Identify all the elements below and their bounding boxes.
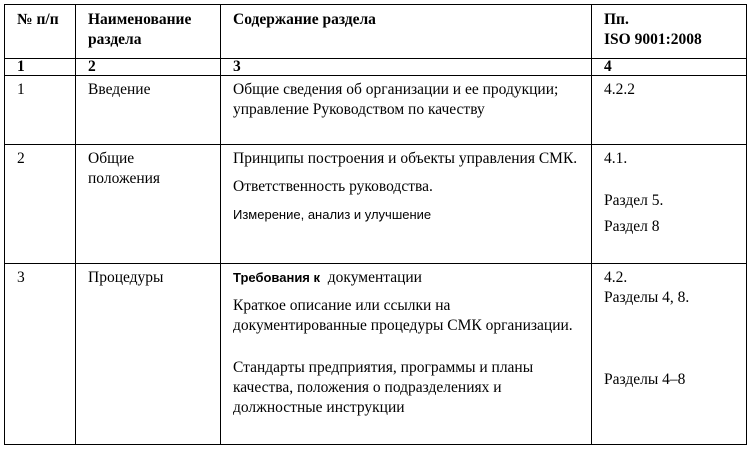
table-row bbox=[5, 145, 747, 264]
header-section-content: Содержание раздела bbox=[221, 5, 592, 59]
content-text: Общие сведения об организации и ее продукции; управление Руководством по качеству bbox=[233, 81, 559, 118]
content-text: Краткое описание или ссылки на документированные процедуры СМК организации. bbox=[233, 297, 573, 334]
row-iso-ref bbox=[592, 145, 747, 264]
column-number: 3 bbox=[221, 59, 592, 76]
iso-ref-text: Раздел 8 bbox=[604, 218, 660, 235]
header-iso-ref-line2: ISO 9001:2008 bbox=[604, 31, 702, 48]
iso-ref-text: Разделы 4–8 bbox=[604, 371, 686, 388]
row-section-content bbox=[221, 145, 592, 264]
row-number: 3 bbox=[5, 264, 76, 445]
row-iso-ref bbox=[592, 264, 747, 445]
iso-ref-text: 4.2. bbox=[604, 269, 628, 286]
table-row bbox=[5, 76, 747, 145]
row-iso-ref bbox=[592, 76, 747, 145]
content-text: Стандарты предприятия, программы и планы качества, положения о подразделениях и должностные инструкции bbox=[233, 359, 534, 416]
row-number: 1 bbox=[5, 76, 76, 145]
column-number: 2 bbox=[76, 59, 221, 76]
row-section-name: Общие положения bbox=[76, 145, 221, 264]
document-table bbox=[4, 4, 747, 445]
row-section-name: Введение bbox=[76, 76, 221, 145]
header-iso-ref bbox=[592, 5, 747, 59]
content-heading bbox=[233, 268, 581, 288]
column-number: 1 bbox=[5, 59, 76, 76]
content-text: Принципы построения и объекты управления СМК. bbox=[233, 150, 578, 167]
content-text: Ответственность руководства. bbox=[233, 178, 433, 195]
column-number: 4 bbox=[592, 59, 747, 76]
row-number: 2 bbox=[5, 145, 76, 264]
content-heading-rest: документации bbox=[327, 269, 422, 286]
iso-ref-text: Разделы 4, 8. bbox=[604, 289, 690, 306]
table-header-row bbox=[5, 5, 747, 59]
content-heading-bold: Требования к bbox=[233, 270, 321, 285]
content-text: Измерение, анализ и улучшение bbox=[233, 207, 432, 222]
header-number: № п/п bbox=[5, 5, 76, 59]
row-section-content bbox=[221, 76, 592, 145]
table-row bbox=[5, 264, 747, 445]
iso-ref-text: 4.1. bbox=[604, 150, 628, 167]
header-section-name: Наименование раздела bbox=[76, 5, 221, 59]
iso-ref-text: 4.2.2 bbox=[604, 81, 635, 98]
iso-ref-text: Раздел 5. bbox=[604, 192, 664, 209]
header-iso-ref-line1: Пп. bbox=[604, 11, 629, 28]
row-section-name: Процедуры bbox=[76, 264, 221, 445]
row-section-content bbox=[221, 264, 592, 445]
column-numbers-row bbox=[5, 59, 747, 76]
